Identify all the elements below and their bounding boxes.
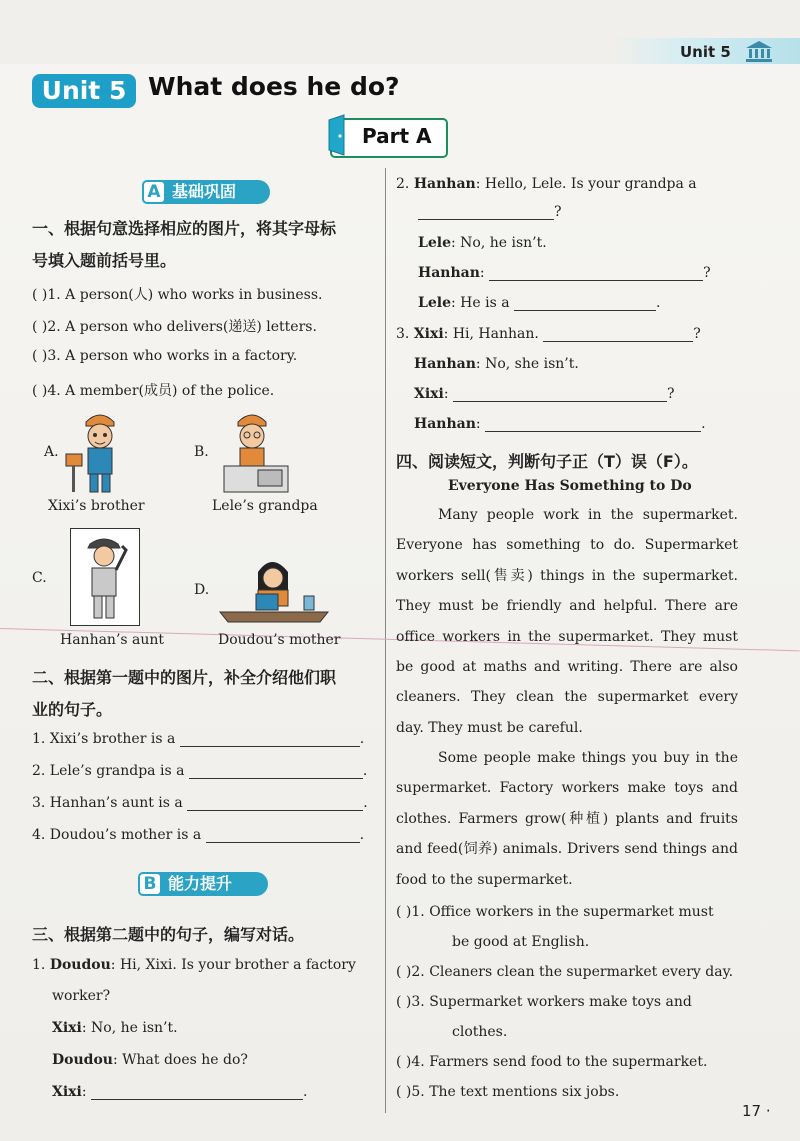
dialogue-text: : No, he isn’t. [450,235,547,251]
answer-blank[interactable] [514,296,656,311]
q1-item: ( )2. A person who delivers(递送) letters. [32,319,317,335]
period: . [359,731,365,747]
period: . [656,295,661,311]
q1-instruction-2: 号填入题前括号里。 [32,251,177,270]
dialogue-num: 2. [396,176,410,192]
page-number: 17 · [742,1102,771,1120]
office-worker-illustration [216,550,332,626]
dialogue-text: : Hi, Xixi. Is your brother a factory [110,957,356,973]
tf-text: Supermarket workers make toys and [429,994,692,1010]
dialogue-num: 3. [396,326,410,342]
column-divider [385,168,386,1113]
q2-item-1 [32,731,364,747]
q1-item: ( )4. A member(成员) of the police. [32,383,275,399]
speaker: Hanhan [414,416,476,432]
answer-blank[interactable] [189,764,363,779]
tf-number: ( )4. [396,1054,425,1070]
speaker: Doudou [49,957,111,973]
d1-line3 [52,1052,248,1068]
tf-item-1 [396,904,714,920]
picture-b-caption: Lele’s grandpa [212,498,318,514]
section-a-pill [142,180,270,204]
q2-instruction-1: 二、根据第一题中的图片，补全介绍他们职 [32,668,337,687]
door-icon [326,114,348,156]
page-title: What does he do? [148,72,400,101]
picture-d-letter: D. [194,582,210,598]
picture-c-caption: Hanhan’s aunt [60,632,165,648]
q2-item-text: 1. Xixi’s brother is a [32,731,176,747]
question-mark: ? [703,265,711,281]
temple-icon [745,40,773,62]
speaker: Xixi [414,386,444,402]
q1-item: ( )1. A person(人) who works in business. [32,287,323,303]
speaker: Hanhan [418,265,480,281]
dialogue-text: : [443,386,449,402]
dialogue-text: : No, he isn’t. [81,1020,178,1036]
tf-number: ( )2. [396,964,425,980]
speaker: Xixi [52,1084,82,1100]
tf-item-3-cont: clothes. [452,1024,508,1040]
period: . [359,827,365,843]
tf-item-3 [396,994,692,1010]
tf-text: Office workers in the supermarket must [429,904,714,920]
answer-blank[interactable] [187,796,363,811]
section-b-label: 能力提升 [168,874,233,893]
q2-item-4 [32,827,364,843]
tf-number: ( )1. [396,904,425,920]
dialogue-text: : [475,416,481,432]
tf-text: Farmers send food to the supermarket. [429,1054,708,1070]
tf-item-1-cont: be good at English. [452,934,590,950]
speaker: Doudou [52,1052,113,1068]
q4-instruction: 四、阅读短文，判断句子正（T）误（F）。 [396,452,698,471]
reading-paragraph-2: Some people make things you buy in the supermarket. Factory workers make toys and clothes. Farmers grow(种植) plants and fruits and feed(饲养) animals. Drivers send things and food to the supermarket. [396,750,738,888]
reading-paragraph-1: Many people work in the supermarket. Everyone has something to do. Supermarket workers sell(售卖) things in the supermarket. They must be friendly and helpful. There are office workers in the supermarket. They must be good at maths and writing. There are also cleaners. They clean the supermarket every day. They must be careful. [396,507,738,736]
tf-number: ( )3. [396,994,425,1010]
answer-blank[interactable] [418,205,554,220]
dialogue-text: : [81,1084,87,1100]
d2-line2 [418,235,547,251]
picture-c-letter: C. [32,570,47,586]
answer-blank[interactable] [489,266,703,281]
speaker: Xixi [413,326,444,342]
section-a-label: 基础巩固 [172,182,237,201]
section-a-letter: A [142,180,166,204]
section-b-pill [138,872,268,896]
d3-line2 [414,356,579,372]
q2-item-2 [32,763,367,779]
d2-line1b [418,204,562,220]
speaker: Hanhan [414,356,476,372]
period: . [303,1084,308,1100]
answer-blank[interactable] [453,387,667,402]
d1-line1 [32,957,356,973]
unit-badge: Unit 5 [32,74,136,108]
policewoman-illustration [72,530,136,622]
d1-line1b: worker? [52,988,111,1004]
dialogue-text: : No, she isn’t. [475,356,579,372]
q2-item-3 [32,795,368,811]
q1-instruction-1: 一、根据句意选择相应的图片，将其字母标 [32,219,337,238]
picture-a-caption: Xixi’s brother [48,498,145,514]
q2-instruction-2: 业的句子。 [32,700,113,719]
dialogue-num: 1. [32,957,46,973]
q2-item-text: 3. Hanhan’s aunt is a [32,795,183,811]
speaker: Hanhan [413,176,476,192]
tf-item-4 [396,1054,707,1070]
speaker: Xixi [52,1020,82,1036]
answer-blank[interactable] [180,732,360,747]
question-mark: ? [667,386,675,402]
part-label: Part A [362,124,432,148]
speaker: Lele [418,295,451,311]
q2-item-text: 4. Doudou’s mother is a [32,827,202,843]
tf-text: The text mentions six jobs. [429,1084,620,1100]
picture-a-letter: A. [44,444,59,460]
period: . [362,763,368,779]
period: . [363,795,368,811]
answer-blank[interactable] [206,828,360,843]
dialogue-text: : Hi, Hanhan. [443,326,539,342]
unit-tab-label: Unit 5 [680,43,731,61]
speaker: Lele [418,235,451,251]
answer-blank[interactable] [543,327,693,342]
picture-d-caption: Doudou’s mother [218,632,341,648]
question-mark: ? [693,326,701,342]
d1-line2 [52,1020,178,1036]
answer-blank[interactable] [485,417,701,432]
reading-title: Everyone Has Something to Do [448,478,692,494]
d2-line3 [418,265,711,281]
tf-item-2 [396,964,733,980]
dialogue-text: : Hello, Lele. Is your grandpa a [475,176,697,192]
factory-worker-illustration [214,408,294,496]
dialogue-text: : He is a [450,295,510,311]
section-b-letter: B [138,872,162,896]
d2-line1 [396,176,697,192]
tf-text: Cleaners clean the supermarket every day. [429,964,734,980]
d1-line4 [52,1084,307,1100]
dialogue-text: : What does he do? [112,1052,248,1068]
d3-line3 [414,386,675,402]
tf-item-5 [396,1084,619,1100]
period: . [701,416,706,432]
question-mark: ? [554,204,562,220]
dialogue-text: : [479,265,485,281]
d3-line4 [414,416,706,432]
q2-item-text: 2. Lele’s grandpa is a [32,763,185,779]
q3-instruction: 三、根据第二题中的句子，编写对话。 [32,925,305,944]
d3-line1 [396,326,701,342]
answer-blank[interactable] [91,1085,303,1100]
picture-b-letter: B. [194,444,209,460]
postman-illustration [64,408,128,496]
tf-number: ( )5. [396,1084,425,1100]
q1-item: ( )3. A person who works in a factory. [32,348,298,364]
d2-line4 [418,295,660,311]
